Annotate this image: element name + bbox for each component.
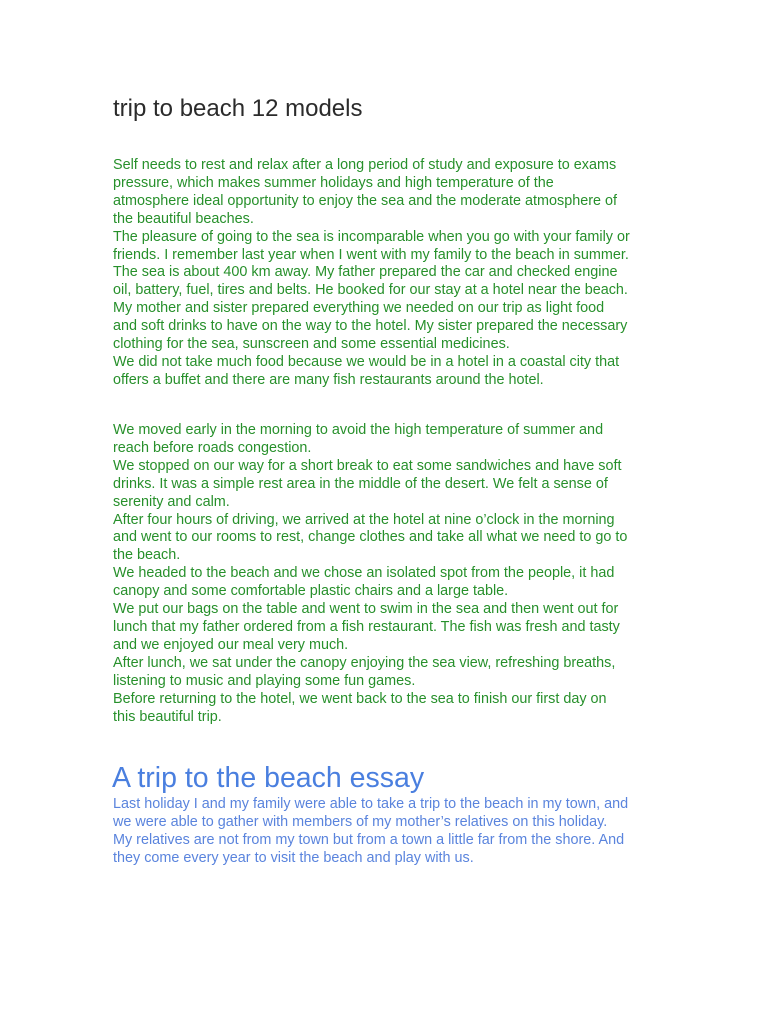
essay-section-1	[113, 157, 673, 390]
page-title: trip to beach 12 models	[113, 95, 363, 122]
text-line: and went to our rooms to rest, change clothes and take all what we need to go to	[113, 529, 628, 546]
text-line: atmosphere ideal opportunity to enjoy the sea and the moderate atmosphere of	[113, 192, 617, 209]
text-line: lunch that my father ordered from a fish restaurant. The fish was fresh and tasty	[113, 618, 620, 635]
text-line: listening to music and playing some fun games.	[113, 672, 416, 689]
text-line: and soft drinks to have on the way to the hotel. My sister prepared the necessary	[113, 318, 628, 335]
text-line: We headed to the beach and we chose an isolated spot from the people, it had	[113, 565, 615, 582]
text-line: After four hours of driving, we arrived at the hotel at nine o’clock in the morning	[113, 511, 615, 528]
text-line: The sea is about 400 km away. My father prepared the car and checked engine	[113, 264, 618, 281]
essay-heading: A trip to the beach essay	[112, 762, 425, 794]
text-line: drinks. It was a simple rest area in the middle of the desert. We felt a sense of	[113, 475, 608, 492]
text-line: and we enjoyed our meal very much.	[113, 636, 349, 653]
text-line: offers a buffet and there are many fish restaurants around the hotel.	[113, 371, 544, 388]
text-line: We moved early in the morning to avoid the high temperature of summer and	[113, 422, 604, 438]
text-line: My mother and sister prepared everything we needed on our trip as light food	[113, 300, 605, 317]
text-line: reach before roads congestion.	[113, 439, 312, 456]
essay-section-2	[113, 422, 673, 726]
text-line: oil, battery, fuel, tires and belts. He booked for our stay at a hotel near the beach.	[113, 282, 628, 299]
text-line: the beach.	[113, 547, 181, 564]
text-line: this beautiful trip.	[113, 708, 222, 725]
text-line: We put our bags on the table and went to swim in the sea and then went out for	[113, 601, 619, 618]
text-line: serenity and calm.	[113, 493, 230, 510]
text-line: After lunch, we sat under the canopy enjoying the sea view, refreshing breaths,	[113, 654, 616, 671]
text-line: friends. I remember last year when I went with my family to the beach in summer.	[113, 246, 629, 263]
text-line: canopy and some comfortable plastic chairs and a large table.	[113, 583, 509, 600]
text-line: pressure, which makes summer holidays and high temperature of the	[113, 174, 554, 191]
text-line: Self needs to rest and relax after a long period of study and exposure to exams	[113, 157, 617, 173]
text-line: My relatives are not from my town but from a town a little far from the shore. And	[113, 831, 625, 848]
text-line: the beautiful beaches.	[113, 210, 254, 227]
text-line: The pleasure of going to the sea is incomparable when you go with your family or	[113, 228, 630, 245]
essay-section-3	[113, 796, 673, 868]
text-line: clothing for the sea, sunscreen and some essential medicines.	[113, 336, 510, 353]
text-line: Before returning to the hotel, we went back to the sea to finish our first day on	[113, 690, 607, 707]
text-line: we were able to gather with members of my mother’s relatives on this holiday.	[113, 813, 608, 830]
text-line: We did not take much food because we would be in a hotel in a coastal city that	[113, 353, 620, 370]
text-line: We stopped on our way for a short break to eat some sandwiches and have soft	[113, 457, 622, 474]
text-line: they come every year to visit the beach and play with us.	[113, 849, 474, 866]
text-line: Last holiday I and my family were able to take a trip to the beach in my town, and	[113, 796, 629, 812]
